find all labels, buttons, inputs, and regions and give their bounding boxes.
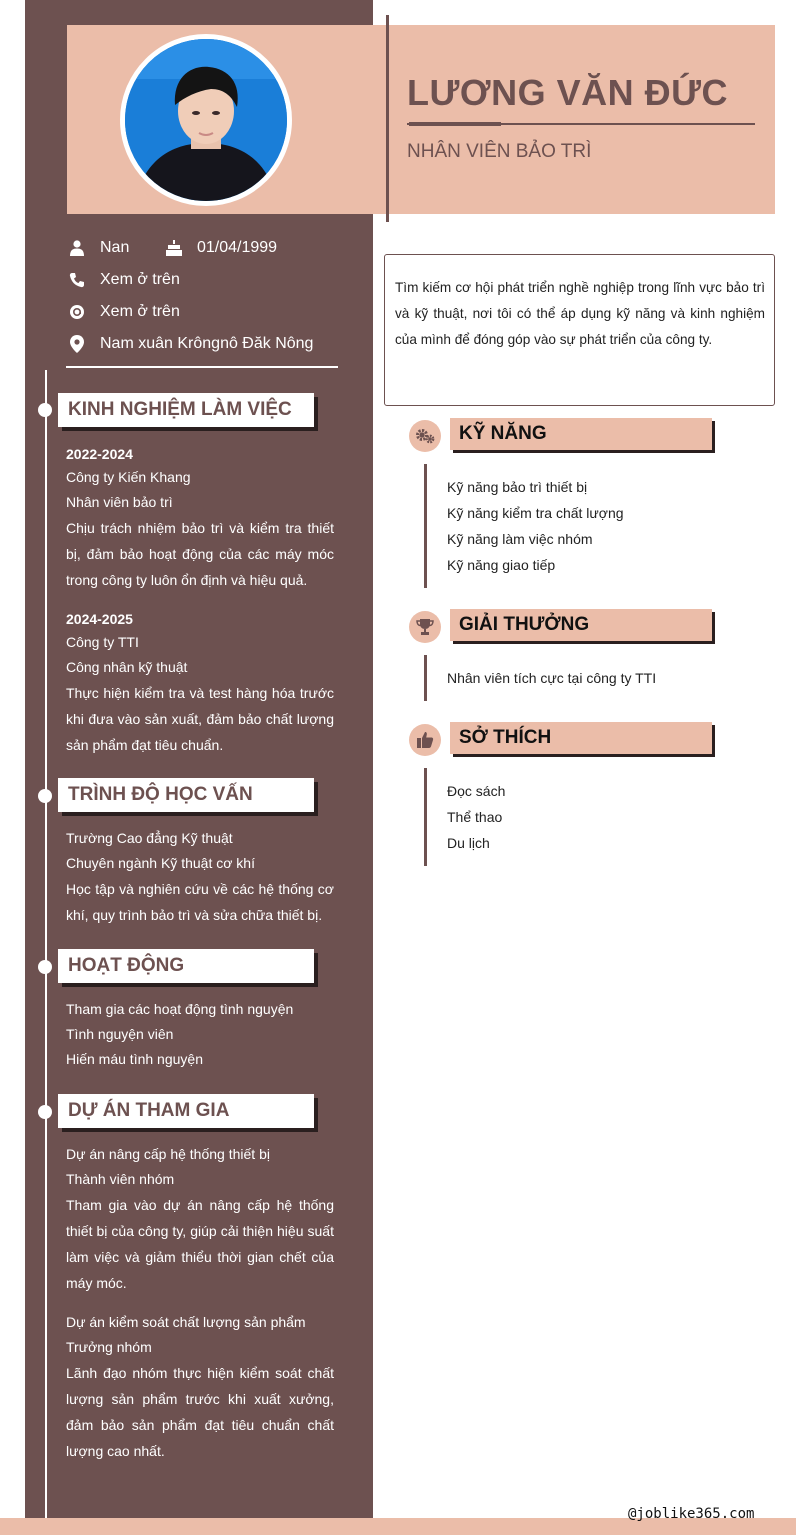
project-item — [66, 1310, 334, 1464]
name-underline-accent — [409, 122, 501, 126]
section-title-projects: DỰ ÁN THAM GIA — [58, 1094, 314, 1128]
section-bar — [424, 655, 427, 701]
timeline-line — [45, 370, 47, 1518]
activity-line: Hiến máu tình nguyện — [66, 1051, 203, 1067]
section-title-experience: KINH NGHIỆM LÀM VIỆC — [58, 393, 314, 427]
project-item — [66, 1142, 334, 1296]
at-icon — [68, 303, 86, 321]
skills-list — [447, 474, 624, 578]
hobbies-list — [447, 778, 505, 856]
skill-item: Kỹ năng kiểm tra chất lượng — [447, 505, 624, 521]
address-value: Nam xuân Krôngnô Đăk Nông — [100, 335, 314, 352]
job-title: NHÂN VIÊN BẢO TRÌ — [407, 141, 592, 162]
section-title-education: TRÌNH ĐỘ HỌC VẤN — [58, 778, 314, 812]
experience-item — [66, 608, 334, 758]
trophy-icon — [409, 611, 441, 643]
experience-company: Công ty Kiến Khang — [66, 469, 191, 485]
contact-gender — [68, 239, 129, 257]
education-item — [66, 826, 334, 928]
birthday-value: 01/04/1999 — [197, 239, 278, 256]
experience-company: Công ty TTI — [66, 634, 139, 650]
candidate-name: LƯƠNG VĂN ĐỨC — [407, 72, 728, 113]
gender-value: Nan — [100, 239, 130, 256]
skill-item: Kỹ năng làm việc nhóm — [447, 531, 593, 547]
portrait-photo — [125, 39, 287, 201]
project-role: Trưởng nhóm — [66, 1339, 152, 1355]
career-objective: Tìm kiếm cơ hội phát triển nghề nghiệp trong lĩnh vực bảo trì và kỹ thuật, nơi tôi có thể áp dụng kỹ năng và kinh nghiệm của mình để đóng góp vào sự phát triển của công ty. — [384, 254, 775, 406]
project-name: Dự án nâng cấp hệ thống thiết bị — [66, 1146, 270, 1162]
activities-list — [66, 997, 334, 1072]
timeline-dot — [38, 789, 52, 803]
avatar — [120, 34, 292, 206]
gears-icon — [409, 420, 441, 452]
activity-line: Tình nguyện viên — [66, 1026, 174, 1042]
section-bar — [424, 768, 427, 866]
section-title-awards: GIẢI THƯỞNG — [450, 609, 712, 641]
timeline-dot — [38, 403, 52, 417]
hobby-item: Du lịch — [447, 835, 490, 851]
project-description: Lãnh đạo nhóm thực hiện kiểm soát chất lượng sản phẩm trước khi xuất xưởng, đảm bảo sản phẩm đạt tiêu chuẩn chất lượng cao nhất. — [66, 1365, 334, 1459]
location-pin-icon — [68, 335, 86, 353]
awards-list — [447, 665, 656, 691]
experience-period: 2024-2025 — [66, 611, 133, 627]
hobby-item: Đọc sách — [447, 783, 506, 799]
experience-position: Công nhân kỹ thuật — [66, 659, 188, 675]
section-bar — [424, 464, 427, 588]
experience-item — [66, 443, 334, 593]
education-school: Trường Cao đẳng Kỹ thuật — [66, 830, 233, 846]
header-divider — [386, 15, 389, 222]
thumbs-up-icon — [409, 724, 441, 756]
contact-birthday — [165, 239, 277, 257]
award-item: Nhân viên tích cực tại công ty TTI — [447, 670, 657, 686]
experience-period: 2022-2024 — [66, 446, 133, 462]
phone-value: Xem ở trên — [100, 271, 180, 288]
education-major: Chuyên ngành Kỹ thuật cơ khí — [66, 855, 255, 871]
section-title-skills: KỸ NĂNG — [450, 418, 712, 450]
contact-address — [68, 335, 313, 353]
timeline-dot — [38, 1105, 52, 1119]
project-description: Tham gia vào dự án nâng cấp hệ thống thiết bị của công ty, giúp cải thiện hiệu suất làm việc và giảm thiểu thời gian chết của máy móc. — [66, 1197, 334, 1291]
phone-icon — [68, 271, 86, 289]
project-name: Dự án kiểm soát chất lượng sản phẩm — [66, 1314, 306, 1330]
hobby-item: Thể thao — [447, 809, 503, 825]
education-description: Học tập và nghiên cứu về các hệ thống cơ khí, quy trình bảo trì và sửa chữa thiết bị. — [66, 881, 334, 923]
email-value: Xem ở trên — [100, 303, 180, 320]
experience-position: Nhân viên bảo trì — [66, 494, 173, 510]
experience-description: Chịu trách nhiệm bảo trì và kiểm tra thiết bị, đảm bảo hoạt động của các máy móc trong công ty luôn ổn định và hiệu quả. — [66, 520, 334, 588]
contact-divider — [66, 366, 338, 368]
contact-email — [68, 303, 180, 321]
watermark-text: @joblike365.com — [628, 1506, 755, 1522]
section-title-hobbies: SỞ THÍCH — [450, 722, 712, 754]
timeline-dot — [38, 960, 52, 974]
user-icon — [68, 239, 86, 257]
cake-icon — [165, 239, 183, 257]
section-title-activities: HOẠT ĐỘNG — [58, 949, 314, 983]
skill-item: Kỹ năng bảo trì thiết bị — [447, 479, 588, 495]
experience-description: Thực hiện kiểm tra và test hàng hóa trước khi đưa vào sản xuất, đảm bảo chất lượng sản phẩm đạt tiêu chuẩn. — [66, 685, 334, 753]
skill-item: Kỹ năng giao tiếp — [447, 557, 556, 573]
project-role: Thành viên nhóm — [66, 1171, 175, 1187]
activity-line: Tham gia các hoạt động tình nguyện — [66, 1001, 294, 1017]
contact-phone — [68, 271, 180, 289]
